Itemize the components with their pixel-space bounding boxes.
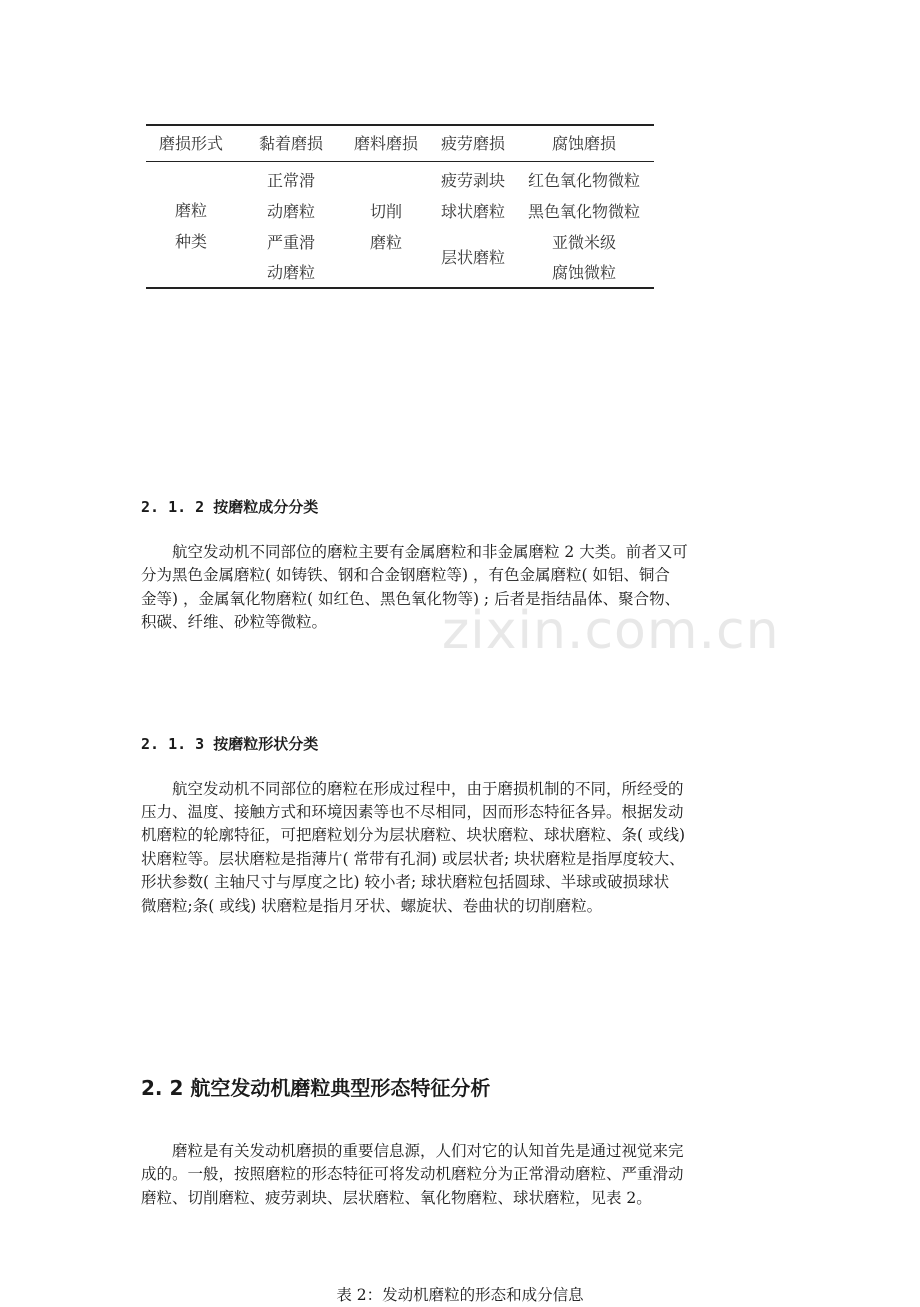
section-number: 2. 2 [141, 1076, 184, 1101]
table-cell: 腐蚀微粒 [551, 263, 616, 282]
paragraph-line: 微磨粒;条( 或线) 状磨粒是指月牙状、螺旋状、卷曲状的切削磨粒。 [141, 896, 603, 915]
table-row-label: 磨粒 [174, 201, 207, 220]
table-header-cell: 腐蚀磨损 [551, 134, 616, 153]
paragraph-line: 状磨粒等。层状磨粒是指薄片( 常带有孔洞) 或层状者; 块状磨粒是指厚度较大、 [141, 849, 685, 868]
paragraph-line: 航空发动机不同部位的磨粒在形成过程中，由于磨损机制的不同，所经受的 [172, 779, 684, 798]
table-cell: 亚微米级 [551, 233, 616, 252]
section-heading-2-1-3 [141, 733, 920, 755]
watermark: zixin.com.cn [442, 601, 780, 661]
table-header-cell: 磨损形式 [158, 134, 223, 153]
section-number: 2. 1. 3 [141, 734, 205, 753]
table-cell: 红色氧化物微粒 [527, 171, 640, 190]
paragraph-2-1-3 [141, 778, 801, 918]
table-cell: 正常滑 [266, 171, 315, 190]
table-caption: 表 2：发动机磨粒的形态和成分信息 [336, 1286, 584, 1305]
table-cell: 层状磨粒 [440, 248, 505, 267]
section-number: 2. 1. 2 [141, 498, 205, 516]
table-cell: 黑色氧化物微粒 [527, 202, 640, 221]
section-title: 按磨粒形状分类 [213, 734, 319, 753]
table-cell: 动磨粒 [266, 263, 315, 282]
paragraph-line: 压力、温度、接触方式和环境因素等也不尽相同，因而形态特征各异。根据发动 [141, 803, 684, 822]
table-cell: 切削 [369, 202, 402, 221]
section-title: 按磨粒成分分类 [213, 498, 319, 516]
paragraph-line: 磨粒是有关发动机磨损的重要信息源，人们对它的认知首先是通过视觉来完 [172, 1142, 684, 1161]
table-top-rule [146, 124, 654, 126]
section-title: 航空发动机磨粒典型形态特征分析 [190, 1076, 491, 1101]
table-header-rule [146, 161, 654, 162]
wear-particle-table [146, 124, 654, 290]
paragraph-2-2 [141, 1140, 801, 1210]
table-header-cell: 黏着磨损 [258, 134, 323, 153]
table-cell: 磨粒 [369, 233, 402, 252]
paragraph-2-1-2 [141, 541, 801, 635]
paragraph-line: 机磨粒的轮廓特征，可把磨粒划分为层状磨粒、块状磨粒、球状磨粒、条( 或线) [141, 826, 686, 845]
paragraph-line: 形状参数( 主轴尺寸与厚度之比) 较小者; 球状磨粒包括圆球、半球或破损球状 [141, 873, 670, 892]
table-cell: 球状磨粒 [440, 202, 505, 221]
section-heading-2-1-2 [141, 496, 920, 518]
table-row-label: 种类 [174, 232, 207, 251]
table-cell: 动磨粒 [266, 202, 315, 221]
paragraph-line: 成的。一般，按照磨粒的形态特征可将发动机磨粒分为正常滑动磨粒、严重滑动 [141, 1165, 684, 1184]
table-cell: 疲劳剥块 [440, 171, 505, 190]
paragraph-line: 航空发动机不同部位的磨粒主要有金属磨粒和非金属磨粒 2 大类。前者又可 [172, 543, 688, 561]
table-cell: 严重滑 [266, 233, 315, 252]
paragraph-line: 积碳、纤维、砂粒等微粒。 [141, 613, 328, 632]
paragraph-line: 磨粒、切削磨粒、疲劳剥块、层状磨粒、氧化物磨粒、球状磨粒，见表 2。 [141, 1188, 652, 1207]
paragraph-line: 分为黑色金属磨粒( 如铸铁、钢和合金钢磨粒等) ，有色金属磨粒( 如铝、铜合 [141, 566, 670, 585]
table-header-cell: 疲劳磨损 [440, 134, 505, 153]
section-heading-2-2 [141, 1073, 920, 1103]
table-header-cell: 磨料磨损 [353, 134, 418, 153]
paragraph-line: 金等) ，金属氧化物磨粒( 如红色、黑色氧化物等) ; 后者是指结晶体、聚合物、 [141, 589, 681, 608]
